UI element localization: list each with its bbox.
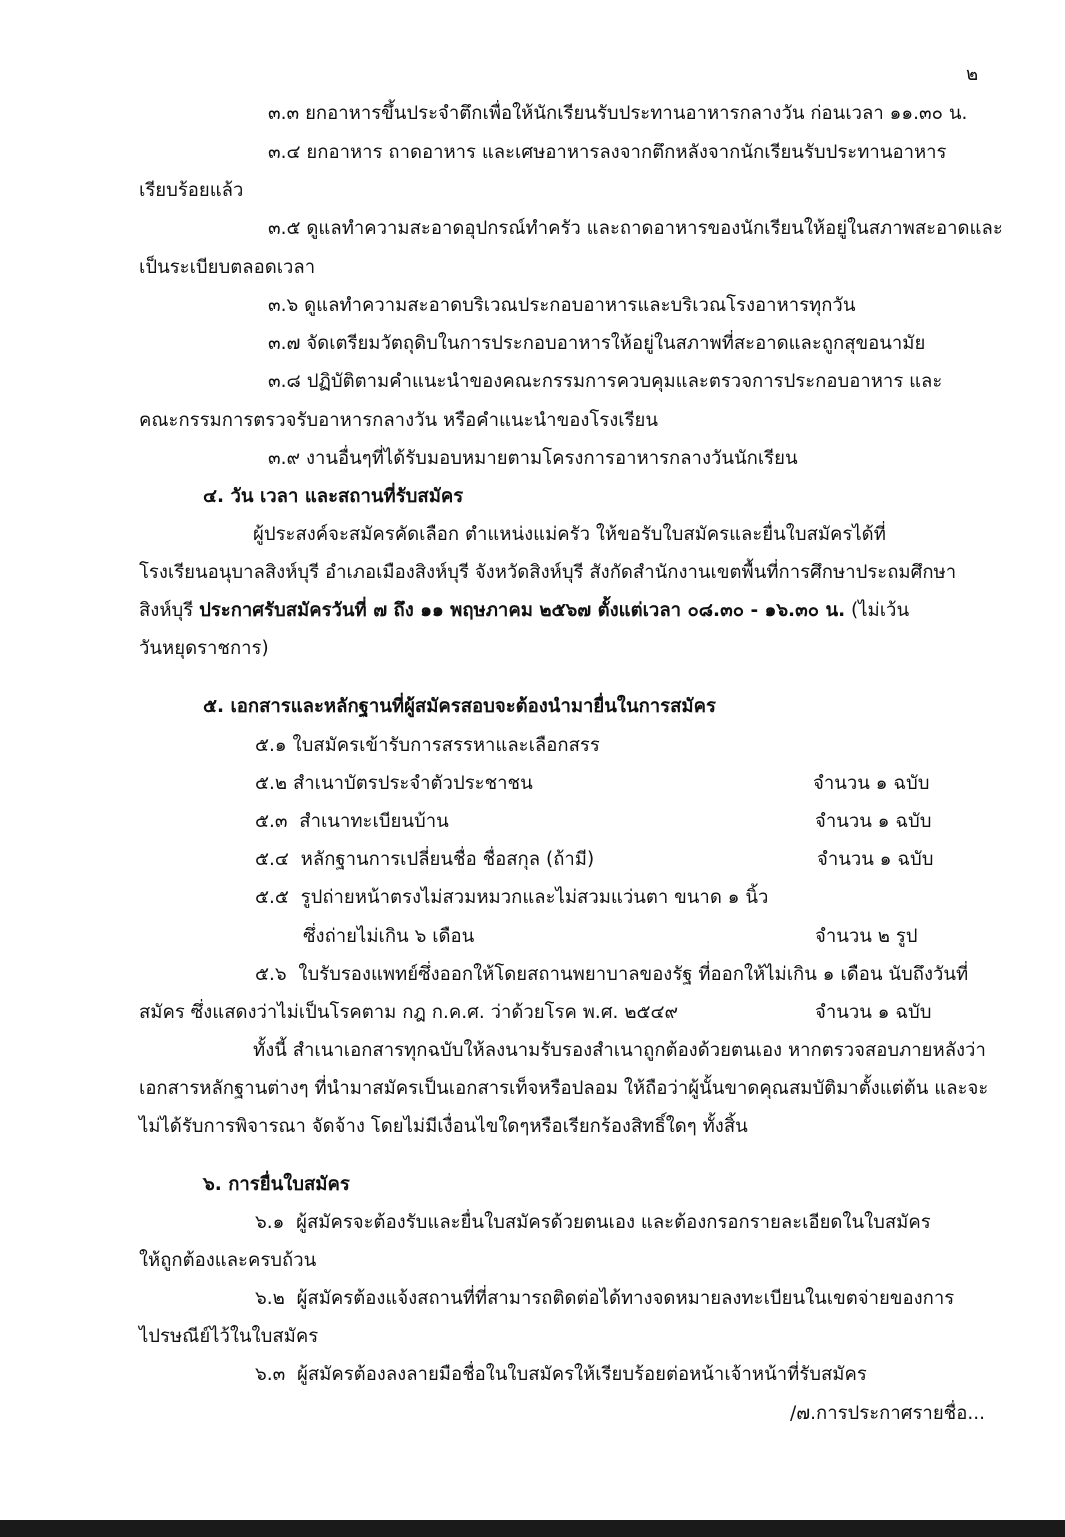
item-6-3: ๖.๓ ผู้สมัครต้องลงลายมือชื่อในใบสมัครให้เรียบร้อยต่อหน้าเจ้าหน้าที่รับสมัคร — [255, 1364, 867, 1385]
section-4-line-3: สิงห์บุรี ประกาศรับสมัครวันที่ ๗ ถึง ๑๑ พฤษภาคม ๒๕๖๗ ตั้งแต่เวลา ๐๘.๓๐ - ๑๖.๓๐ น. (ไม่เว้น — [139, 600, 910, 621]
section-4-heading: ๔. วัน เวลา และสถานที่รับสมัคร — [203, 486, 464, 507]
item-6-2: ๖.๒ ผู้สมัครต้องแจ้งสถานที่ที่สามารถติดต่อได้ทางจดหมายลงทะเบียนในเขตจ่ายของการ — [255, 1288, 955, 1309]
item-5-6-continued: สมัคร ซึ่งแสดงว่าไม่เป็นโรคตาม กฎ ก.ค.ศ. ว่าด้วยโรค พ.ศ. ๒๕๔๙ — [139, 1002, 679, 1023]
item-3-5: ๓.๕ ดูแลทำความสะอาดอุปกรณ์ทำครัว และถาดอาหารของนักเรียนให้อยู่ในสภาพสะอาดและ — [268, 218, 1003, 239]
item-5-6: ๕.๖ ใบรับรองแพทย์ซึ่งออกให้โดยสถานพยาบาลของรัฐ ที่ออกให้ไม่เกิน ๑ เดือน นับถึงวันที่ — [255, 964, 969, 985]
item-3-4-continued: เรียบร้อยแล้ว — [139, 180, 244, 201]
item-6-1: ๖.๑ ผู้สมัครจะต้องรับและยื่นใบสมัครด้วยตนเอง และต้องกรอกรายละเอียดในใบสมัคร — [255, 1212, 931, 1233]
item-5-4-quantity: จำนวน ๑ ฉบับ — [817, 849, 934, 870]
item-3-9: ๓.๙ งานอื่นๆที่ได้รับมอบหมายตามโครงการอาหารกลางวันนักเรียน — [268, 448, 798, 469]
section-4-line-4: วันหยุดราชการ) — [139, 638, 269, 659]
item-3-8: ๓.๘ ปฏิบัติตามคำแนะนำของคณะกรรมการควบคุมและตรวจการประกอบอาหาร และ — [268, 371, 943, 392]
continuation-note: /๗.การประกาศรายชื่อ... — [790, 1403, 985, 1424]
application-period: ประกาศรับสมัครวันที่ ๗ ถึง ๑๑ พฤษภาคม ๒๕๖๗ ตั้งแต่เวลา ๐๘.๓๐ - ๑๖.๓๐ น. — [199, 600, 846, 621]
item-5-4: ๕.๔ หลักฐานการเปลี่ยนชื่อ ชื่อสกุล (ถ้ามี) — [255, 849, 595, 870]
item-5-5: ๕.๕ รูปถ่ายหน้าตรงไม่สวมหมวกและไม่สวมแว่นตา ขนาด ๑ นิ้ว — [255, 887, 769, 908]
item-5-6-quantity: จำนวน ๑ ฉบับ — [815, 1002, 932, 1023]
item-3-3: ๓.๓ ยกอาหารขึ้นประจำตึกเพื่อให้นักเรียนรับประทานอาหารกลางวัน ก่อนเวลา ๑๑.๓๐ น. — [268, 103, 968, 124]
item-6-2-continued: ไปรษณีย์ไว้ในใบสมัคร — [139, 1326, 319, 1347]
section-5-heading: ๕. เอกสารและหลักฐานที่ผู้สมัครสอบจะต้องนำมายื่นในการสมัคร — [203, 696, 716, 717]
section-4-line-1: ผู้ประสงค์จะสมัครคัดเลือก ตำแหน่งแม่ครัว ให้ขอรับใบสมัครและยื่นใบสมัครได้ที่ — [253, 524, 886, 545]
section-5-note-1: ทั้งนี้ สำเนาเอกสารทุกฉบับให้ลงนามรับรองสำเนาถูกต้องด้วยตนเอง หากตรวจสอบภายหลังว่า — [253, 1040, 986, 1061]
item-5-3: ๕.๓ สำเนาทะเบียนบ้าน — [255, 811, 449, 832]
item-5-5-quantity: จำนวน ๒ รูป — [815, 926, 918, 947]
item-3-8-continued: คณะกรรมการตรวจรับอาหารกลางวัน หรือคำแนะนำของโรงเรียน — [139, 410, 659, 431]
item-5-5-continued: ซึ่งถ่ายไม่เกิน ๖ เดือน — [303, 926, 475, 947]
section-5-note-3: ไม่ได้รับการพิจารณา จัดจ้าง โดยไม่มีเงื่อนไขใดๆหรือเรียกร้องสิทธิ์ใดๆ ทั้งสิ้น — [139, 1116, 748, 1137]
section-6-heading: ๖. การยื่นใบสมัคร — [203, 1174, 350, 1195]
item-3-7: ๓.๗ จัดเตรียมวัตถุดิบในการประกอบอาหารให้อยู่ในสภาพที่สะอาดและถูกสุขอนามัย — [268, 333, 926, 354]
item-5-1: ๕.๑ ใบสมัครเข้ารับการสรรหาและเลือกสรร — [255, 735, 600, 756]
bottom-bar — [0, 1520, 1065, 1537]
item-5-3-quantity: จำนวน ๑ ฉบับ — [815, 811, 932, 832]
section-4-line-2: โรงเรียนอนุบาลสิงห์บุรี อำเภอเมืองสิงห์บุรี จังหวัดสิงห์บุรี สังกัดสำนักงานเขตพื้นที่การศึกษาประถมศึกษา — [139, 562, 957, 583]
item-3-6: ๓.๖ ดูแลทำความสะอาดบริเวณประกอบอาหารและบริเวณโรงอาหารทุกวัน — [268, 295, 856, 316]
item-5-2-quantity: จำนวน ๑ ฉบับ — [813, 773, 930, 794]
item-3-4: ๓.๔ ยกอาหาร ถาดอาหาร และเศษอาหารลงจากตึกหลังจากนักเรียนรับประทานอาหาร — [268, 142, 947, 163]
item-3-5-continued: เป็นระเบียบตลอดเวลา — [139, 257, 316, 278]
section-5-note-2: เอกสารหลักฐานต่างๆ ที่นำมาสมัครเป็นเอกสารเท็จหรือปลอม ให้ถือว่าผู้นั้นขาดคุณสมบัติมาตั้งแต่ต้น และจะ — [139, 1078, 989, 1099]
item-6-1-continued: ให้ถูกต้องและครบถ้วน — [139, 1250, 317, 1271]
item-5-2: ๕.๒ สำเนาบัตรประจำตัวประชาชน — [255, 773, 533, 794]
page-number: ๒ — [966, 64, 979, 85]
